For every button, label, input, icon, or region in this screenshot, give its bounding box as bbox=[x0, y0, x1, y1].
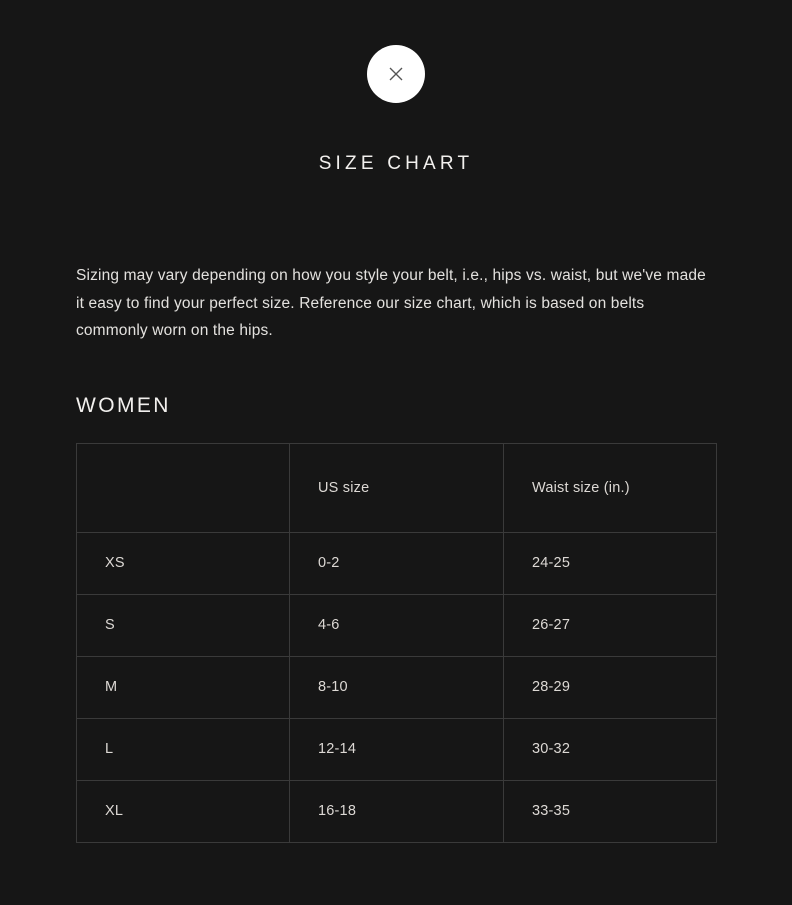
table-cell-size: XL bbox=[77, 780, 290, 842]
page-title: SIZE CHART bbox=[318, 153, 474, 174]
modal-content bbox=[76, 262, 716, 843]
table-cell-size: L bbox=[77, 718, 290, 780]
table-header bbox=[77, 443, 717, 532]
table-cell-us-size: 4-6 bbox=[290, 594, 504, 656]
table-header-row bbox=[77, 443, 717, 532]
table-cell-waist-size: 30-32 bbox=[504, 718, 717, 780]
table-cell-waist-size: 28-29 bbox=[504, 656, 717, 718]
close-button-container bbox=[0, 45, 792, 103]
table-header-cell-label bbox=[77, 443, 290, 532]
table-cell-waist-size: 33-35 bbox=[504, 780, 717, 842]
table-cell-size: M bbox=[77, 656, 290, 718]
table-cell-us-size: 12-14 bbox=[290, 718, 504, 780]
table-row bbox=[77, 656, 717, 718]
table-cell-us-size: 16-18 bbox=[290, 780, 504, 842]
table-cell-us-size: 8-10 bbox=[290, 656, 504, 718]
table-row bbox=[77, 780, 717, 842]
table-cell-size: S bbox=[77, 594, 290, 656]
table-body bbox=[77, 532, 717, 842]
table-cell-waist-size: 26-27 bbox=[504, 594, 717, 656]
table-row bbox=[77, 718, 717, 780]
table-row bbox=[77, 594, 717, 656]
table-cell-waist-size: 24-25 bbox=[504, 532, 717, 594]
section-heading-women: WOMEN bbox=[76, 393, 171, 417]
table-cell-size: XS bbox=[77, 532, 290, 594]
table-header-cell-waist-size: Waist size (in.) bbox=[504, 443, 717, 532]
size-chart-table bbox=[76, 443, 717, 843]
table-cell-us-size: 0-2 bbox=[290, 532, 504, 594]
close-glyph bbox=[387, 65, 405, 83]
close-icon[interactable] bbox=[367, 45, 425, 103]
intro-text: Sizing may vary depending on how you style your belt, i.e., hips vs. waist, but we've made it easy to find your perfect size. Reference our size chart, which is based on belts commonly worn on the hips. bbox=[76, 267, 706, 339]
table-header-cell-us-size: US size bbox=[290, 443, 504, 532]
table-row bbox=[77, 532, 717, 594]
